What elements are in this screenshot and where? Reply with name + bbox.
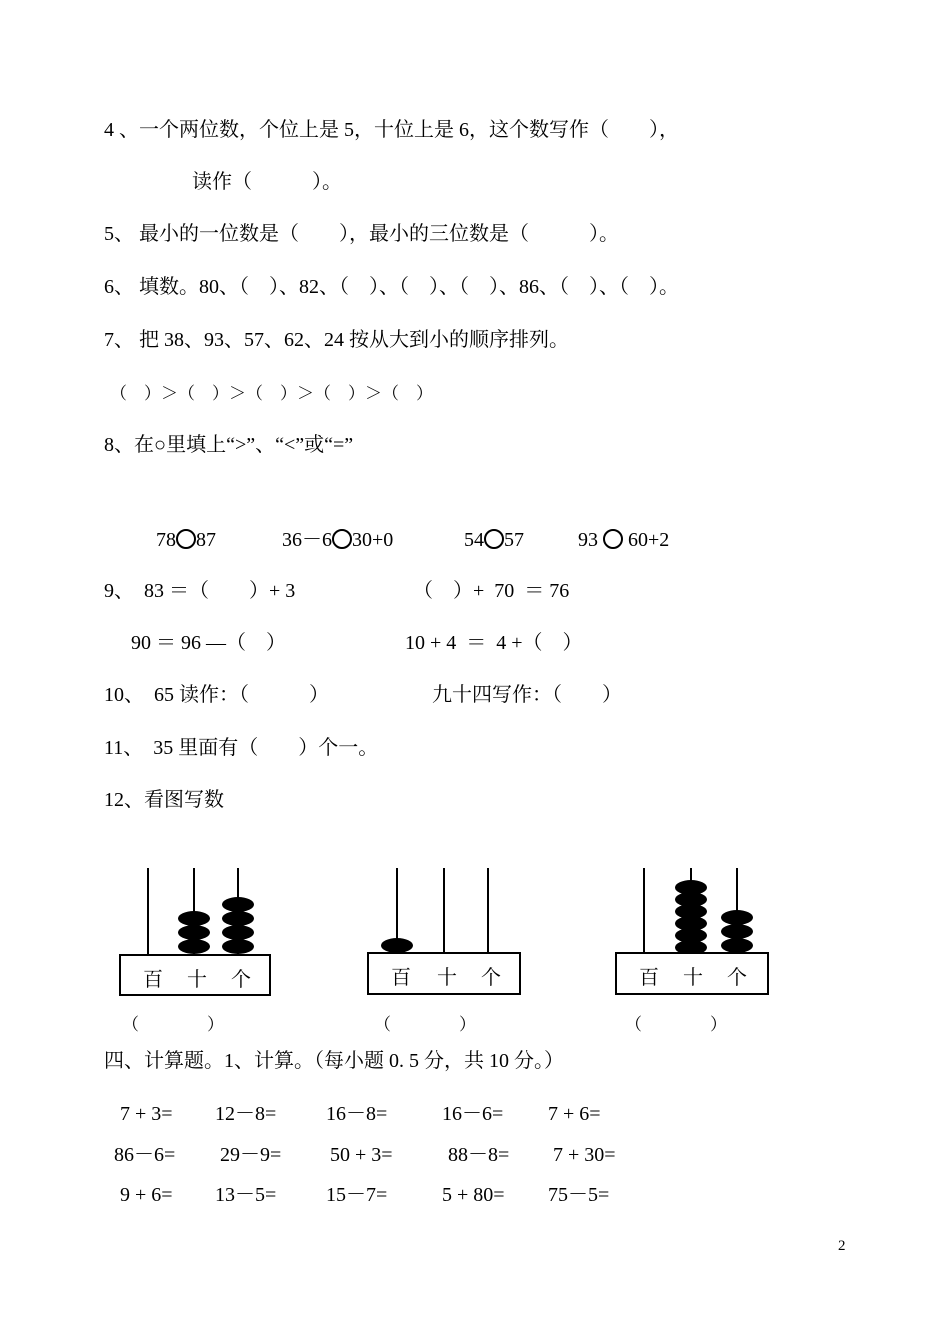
abacus-bead (721, 910, 753, 925)
question-10-b: 九十四写作：（ ） (432, 684, 622, 706)
abacus-2 (367, 858, 527, 1018)
section-4-title: 四、计算题。1、计算。（每小题 0. 5 分，共 10 分。） (104, 1050, 564, 1072)
compare-left: 54 (464, 529, 484, 551)
question-9-b: （ ）+ 70 ＝ 76 (413, 580, 570, 602)
compare-right: 87 (196, 529, 216, 551)
place-label-ones: 个 (727, 967, 747, 989)
question-4-line1: 4 、一个两位数，个位上是 5，十位上是 6，这个数写作（ ）， (104, 119, 679, 141)
place-label-hundreds: 百 (639, 967, 659, 989)
abacus-rod-ones (487, 868, 489, 952)
question-9-c: 90 ＝ 96 —（ ） (131, 632, 286, 654)
compare-item-2 (262, 504, 393, 576)
question-9-d: 10 + 4 ＝ 4 +（ ） (405, 632, 583, 654)
abacus-place-frame (119, 954, 271, 996)
place-label-ones: 个 (481, 967, 501, 989)
place-label-ones: 个 (231, 969, 251, 991)
calc-item: 16－8= (326, 1103, 388, 1125)
question-11: 11、 35 里面有（ ）个一。 (104, 737, 379, 759)
place-label-tens: 十 (683, 967, 703, 989)
compare-left: 93 (578, 529, 598, 551)
question-5: 5、 最小的一位数是（ ），最小的三位数是（ ）。 (104, 223, 619, 245)
abacus-bead (178, 911, 210, 926)
question-10-a: 10、 65 读作：（ ） (104, 684, 329, 706)
question-4-line2: 读作（ ）。 (192, 171, 342, 193)
question-7-blanks: （ ）＞（ ）＞（ ）＞（ ）＞（ ） (110, 384, 433, 403)
question-8: 8、在○里填上“>”、“<”或“=” (104, 434, 354, 456)
calc-item: 88－8= (448, 1144, 510, 1166)
question-12: 12、看图写数 (104, 789, 224, 811)
abacus-3 (615, 858, 775, 1018)
compare-left: 36－6 (282, 529, 332, 551)
abacus-bead (222, 897, 254, 912)
calc-item: 7 + 30= (553, 1144, 616, 1166)
abacus-3-answer: （ ） (625, 1015, 727, 1034)
calc-item: 75－5= (548, 1184, 610, 1206)
abacus-bead (222, 911, 254, 926)
abacus-bead (721, 938, 753, 953)
abacus-bead (222, 939, 254, 954)
abacus-bead (178, 939, 210, 954)
abacus-place-frame (367, 952, 521, 995)
abacus-1 (119, 858, 279, 1018)
compare-item-1 (136, 504, 216, 576)
calc-item: 16－6= (442, 1103, 504, 1125)
calc-item: 5 + 80= (442, 1184, 505, 1206)
calc-item: 29－9= (220, 1144, 282, 1166)
calc-item: 13－5= (215, 1184, 277, 1206)
abacus-place-frame (615, 952, 769, 995)
abacus-bead (721, 924, 753, 939)
calc-item: 15－7= (326, 1184, 388, 1206)
abacus-bead (178, 925, 210, 940)
calc-item: 9 + 6= (120, 1184, 173, 1206)
page-number: 2 (838, 1238, 846, 1254)
abacus-bead (381, 938, 413, 953)
compare-item-4 (558, 504, 669, 576)
compare-left: 78 (156, 529, 176, 551)
calc-item: 86－6= (114, 1144, 176, 1166)
calc-item: 12－8= (215, 1103, 277, 1125)
compare-circle-icon[interactable] (332, 529, 352, 549)
question-7: 7、 把 38、93、57、62、24 按从大到小的顺序排列。 (104, 329, 569, 351)
compare-circle-icon[interactable] (484, 529, 504, 549)
calc-item: 7 + 6= (548, 1103, 601, 1125)
place-label-tens: 十 (187, 969, 207, 991)
compare-item-3 (444, 504, 524, 576)
compare-right: 30+0 (352, 529, 394, 551)
place-label-tens: 十 (437, 967, 457, 989)
calc-item: 7 + 3= (120, 1103, 173, 1125)
abacus-rod-hundreds (643, 868, 645, 954)
question-9-a: 9、 83 ＝（ ）+ 3 (104, 580, 296, 602)
place-label-hundreds: 百 (391, 967, 411, 989)
abacus-bead (222, 925, 254, 940)
abacus-2-answer: （ ） (374, 1015, 476, 1034)
compare-circle-icon[interactable] (176, 529, 196, 549)
question-6: 6、 填数。80、（ ）、82、（ ）、（ ）、（ ）、86、（ ）、（ ）。 (104, 276, 679, 298)
compare-circle-icon[interactable] (603, 529, 623, 549)
abacus-rod-tens (443, 868, 445, 952)
compare-right: 60+2 (628, 529, 670, 551)
place-label-hundreds: 百 (143, 969, 163, 991)
calc-item: 50 + 3= (330, 1144, 393, 1166)
compare-right: 57 (504, 529, 524, 551)
abacus-1-answer: （ ） (122, 1015, 224, 1034)
